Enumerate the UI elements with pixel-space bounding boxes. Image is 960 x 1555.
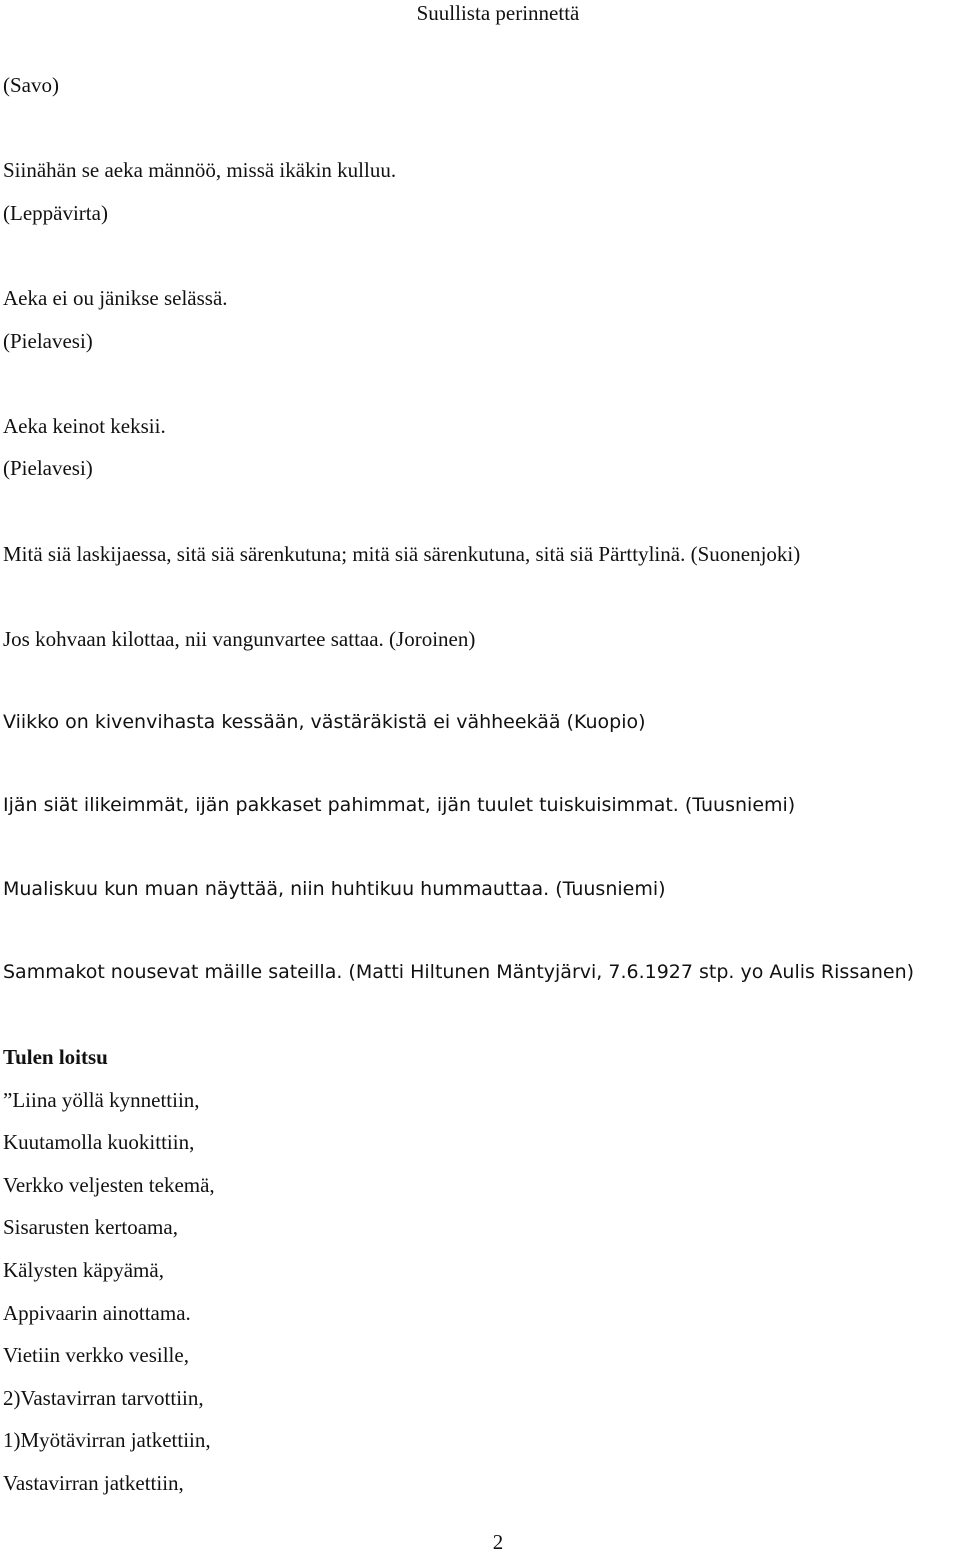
poem-line: 1)Myötävirran jatkettiin, [3, 1428, 211, 1452]
poem-line: Appivaarin ainottama. [3, 1301, 191, 1325]
saying-source: (Pielavesi) [3, 329, 93, 353]
saying-text: Mitä siä laskijaessa, sitä siä särenkutuna; mitä siä särenkutuna, sitä siä Pärttylinä. (Suonenjoki) [3, 542, 801, 566]
poem-line: Verkko veljesten tekemä, [3, 1173, 215, 1197]
saying-text: Sammakot nousevat mäille sateilla. (Matti Hiltunen Mäntyjärvi, 7.6.1927 stp. yo Aulis Rissanen) [3, 961, 915, 983]
page-number: 2 [492, 1530, 504, 1554]
poem-line: ”Liina yöllä kynnettiin, [3, 1088, 200, 1112]
saying-source: (Pielavesi) [3, 456, 93, 480]
saying-text: Aeka ei ou jänikse selässä. [3, 286, 228, 310]
saying-source: (Leppävirta) [3, 201, 108, 225]
saying-text: Jos kohvaan kilottaa, nii vangunvartee sattaa. (Joroinen) [3, 627, 476, 651]
poem-line: Vastavirran jatkettiin, [3, 1471, 184, 1495]
saying-text: Mualiskuu kun muan näyttää, niin huhtikuu hummauttaa. (Tuusniemi) [3, 878, 666, 900]
poem-line: Kuutamolla kuokittiin, [3, 1130, 195, 1154]
poem-line: 2)Vastavirran tarvottiin, [3, 1386, 204, 1410]
poem-line: Kälysten käpyämä, [3, 1258, 164, 1282]
region-label: (Savo) [3, 73, 59, 97]
saying-text: Aeka keinot keksii. [3, 414, 166, 438]
saying-text: Siinähän se aeka männöö, missä ikäkin kulluu. [3, 158, 397, 182]
poem-line: Sisarusten kertoama, [3, 1215, 178, 1239]
saying-text: Viikko on kivenvihasta kessään, västäräkistä ei vähheekää (Kuopio) [3, 711, 646, 733]
poem-line: Vietiin verkko vesille, [3, 1343, 189, 1367]
poem-heading: Tulen loitsu [3, 1045, 108, 1069]
document-title: Suullista perinnettä [416, 1, 580, 25]
saying-text: Ijän siät ilikeimmät, ijän pakkaset pahimmat, ijän tuulet tuiskuisimmat. (Tuusniemi) [3, 794, 796, 816]
